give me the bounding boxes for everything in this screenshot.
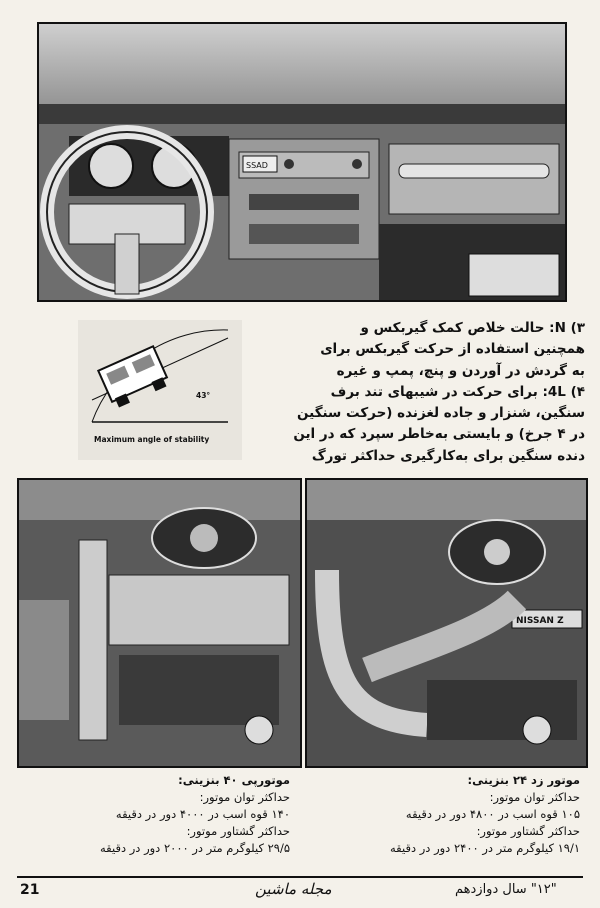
spec-power-value: ۱۰۵ قوه اسب در ۴۸۰۰ دور در دقیقه: [405, 807, 580, 821]
footer-divider: [17, 876, 583, 878]
spec-torque-label: حداکثر گشتاور موتور:: [186, 824, 290, 838]
spec-title: موتورپی ۴۰ بنزینی:: [178, 773, 290, 787]
spec-title: موتور زد ۲۴ بنزینی:: [467, 773, 580, 787]
body-line: ۳) N: حالت خلاص کمک گیربکس و: [360, 320, 585, 336]
body-line: ۴) 4L: برای حرکت در شیبهای تند برف: [330, 383, 585, 400]
body-line: در ۴ جرخ) و بایستی به‌خاطر سپرد که در این: [293, 426, 585, 443]
issue-label: "۱۲" سال دوازدهم: [455, 882, 557, 897]
spec-torque-value: ۲۹/۵ کیلوگرم متر در ۲۰۰۰ دور در دقیقه: [100, 841, 290, 855]
nissan-badge: NISSAN Z: [516, 616, 564, 626]
magazine-logo: مجله ماشین: [255, 880, 332, 898]
spec-power-label: حداکثر توان موتور:: [489, 790, 580, 804]
radio-badge: SSAD: [246, 161, 268, 170]
page-number: 21: [20, 882, 40, 898]
engine-z24-photo: [305, 478, 588, 768]
body-text: [250, 318, 585, 467]
stability-angle-figure: [78, 320, 242, 460]
spec-z24: [310, 772, 580, 857]
spec-torque-label: حداکثر گشتاور موتور:: [476, 824, 580, 838]
stability-caption: Maximum angle of stability: [94, 435, 210, 444]
dashboard-photo: [37, 22, 567, 302]
body-line: به گردش در آوردن و پنچ، پمپ و غیره: [336, 362, 585, 379]
spec-power-label: حداکثر توان موتور:: [199, 790, 290, 804]
spec-p40: [20, 772, 290, 857]
spec-power-value: ۱۴۰ قوه اسب در ۴۰۰۰ دور در دقیقه: [115, 807, 290, 821]
body-line: دنده سنگین برای به‌کارگیری حداکثر تورگ: [311, 447, 585, 464]
engine-p40-photo: [17, 478, 302, 768]
angle-label: 43°: [196, 391, 211, 400]
spec-torque-value: ۱۹/۱ کیلوگرم متر در ۲۴۰۰ دور در دقیقه: [390, 841, 580, 855]
body-line: همچنین استفاده از حرکت گیربکس برای: [320, 341, 585, 358]
body-line: سنگین، شنزار و جاده لغزنده (حرکت سنگین: [297, 405, 585, 422]
